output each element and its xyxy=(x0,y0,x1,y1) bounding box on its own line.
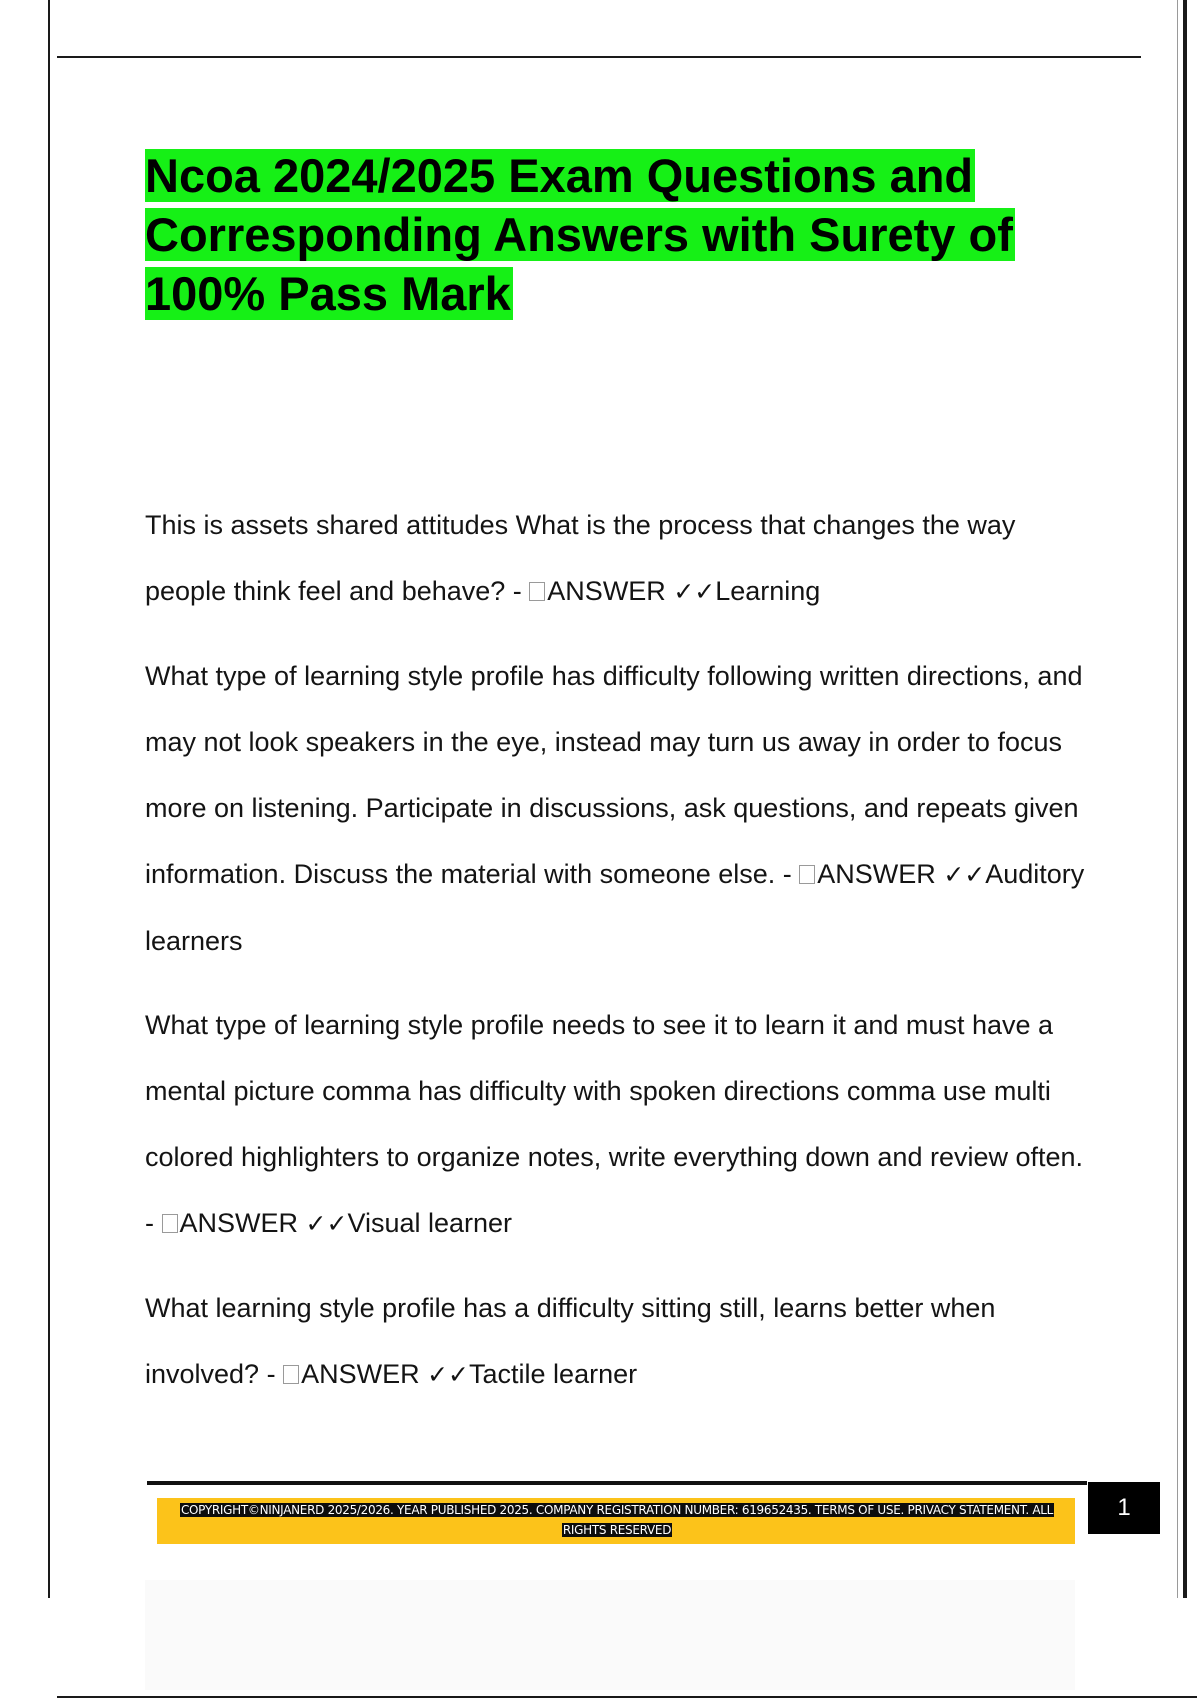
footer-copyright-text: COPYRIGHT©NINJANERD 2025/2026. YEAR PUBLISHED 2025. COMPANY REGISTRATION NUMBER: 619652435. TERMS OF USE. PRIVACY STATEMENT. ALL RIGHTS RESERVED xyxy=(180,1503,1054,1537)
blank-page-area xyxy=(145,1580,1075,1690)
missing-glyph-box-icon xyxy=(283,1365,299,1384)
missing-glyph-box-icon xyxy=(799,865,815,884)
page-border-left xyxy=(48,0,50,1598)
answer-label: ANSWER xyxy=(817,859,936,889)
missing-glyph-box-icon xyxy=(529,582,545,601)
page-border-right-shadow xyxy=(1177,0,1178,1598)
answer-text: Visual learner xyxy=(347,1208,513,1238)
qa-item: This is assets shared attitudes What is the process that changes the way people think feel and behave? - ANSWER ✓✓Learning xyxy=(145,510,1016,606)
header-rule xyxy=(57,56,1141,58)
answer-text: Learning xyxy=(715,576,821,606)
answer-label: ANSWER xyxy=(547,576,666,606)
document-title-text: Ncoa 2024/2025 Exam Questions and Corresponding Answers with Surety of 100% Pass Mark xyxy=(145,149,1013,320)
answer-text: Auditory learners xyxy=(145,859,1085,956)
question-text: What learning style profile has a difficulty sitting still, learns better when involved? xyxy=(145,1293,996,1389)
qa-list xyxy=(145,492,1090,1426)
question-text: What type of learning style profile has difficulty following written directions, and may not look speakers in the eye, instead may turn us away in order to focus more on listening. Participate in discussions, ask questions, and repeats given information. Discuss the material with someone else. xyxy=(145,661,1083,889)
answer-label: ANSWER xyxy=(179,1208,299,1238)
double-check-icon: ✓✓ xyxy=(427,1360,470,1389)
qa-item: What learning style profile has a difficulty sitting still, learns better when involved? - ANSWER ✓✓Tactile learner xyxy=(145,1293,996,1389)
double-check-icon: ✓✓ xyxy=(305,1209,348,1238)
double-check-icon: ✓✓ xyxy=(673,577,716,606)
answer-text: Tactile learner xyxy=(469,1359,638,1389)
page-border-right xyxy=(1183,0,1187,1598)
qa-item: What type of learning style profile needs to see it to learn it and must have a mental picture comma has difficulty with spoken directions comma use multi colored highlighters to organize notes, write everything down and review often. - ANSWER ✓✓Visual learner xyxy=(145,1010,1084,1238)
footer-rule xyxy=(147,1481,1087,1485)
qa-item: What type of learning style profile has difficulty following written directions, and may not look speakers in the eye, instead may turn us away in order to focus more on listening. Participate in discussions, ask questions, and repeats given information. Discuss the material with someone else. - ANSWER ✓✓Auditory learners xyxy=(145,661,1085,956)
double-check-icon: ✓✓ xyxy=(943,860,986,889)
footer-copyright xyxy=(168,1500,1066,1540)
page-number: 1 xyxy=(1088,1482,1160,1534)
answer-label: ANSWER xyxy=(301,1359,420,1389)
document-title xyxy=(145,146,1075,323)
question-text: What type of learning style profile needs to see it to learn it and must have a mental picture comma has difficulty with spoken directions comma use multi colored highlighters to organize notes, write everything down and review often. xyxy=(145,1010,1084,1172)
question-text: This is assets shared attitudes What is the process that changes the way people think feel and behave? xyxy=(145,510,1016,606)
page-bottom-rule xyxy=(57,1696,1197,1698)
missing-glyph-box-icon xyxy=(162,1214,178,1233)
